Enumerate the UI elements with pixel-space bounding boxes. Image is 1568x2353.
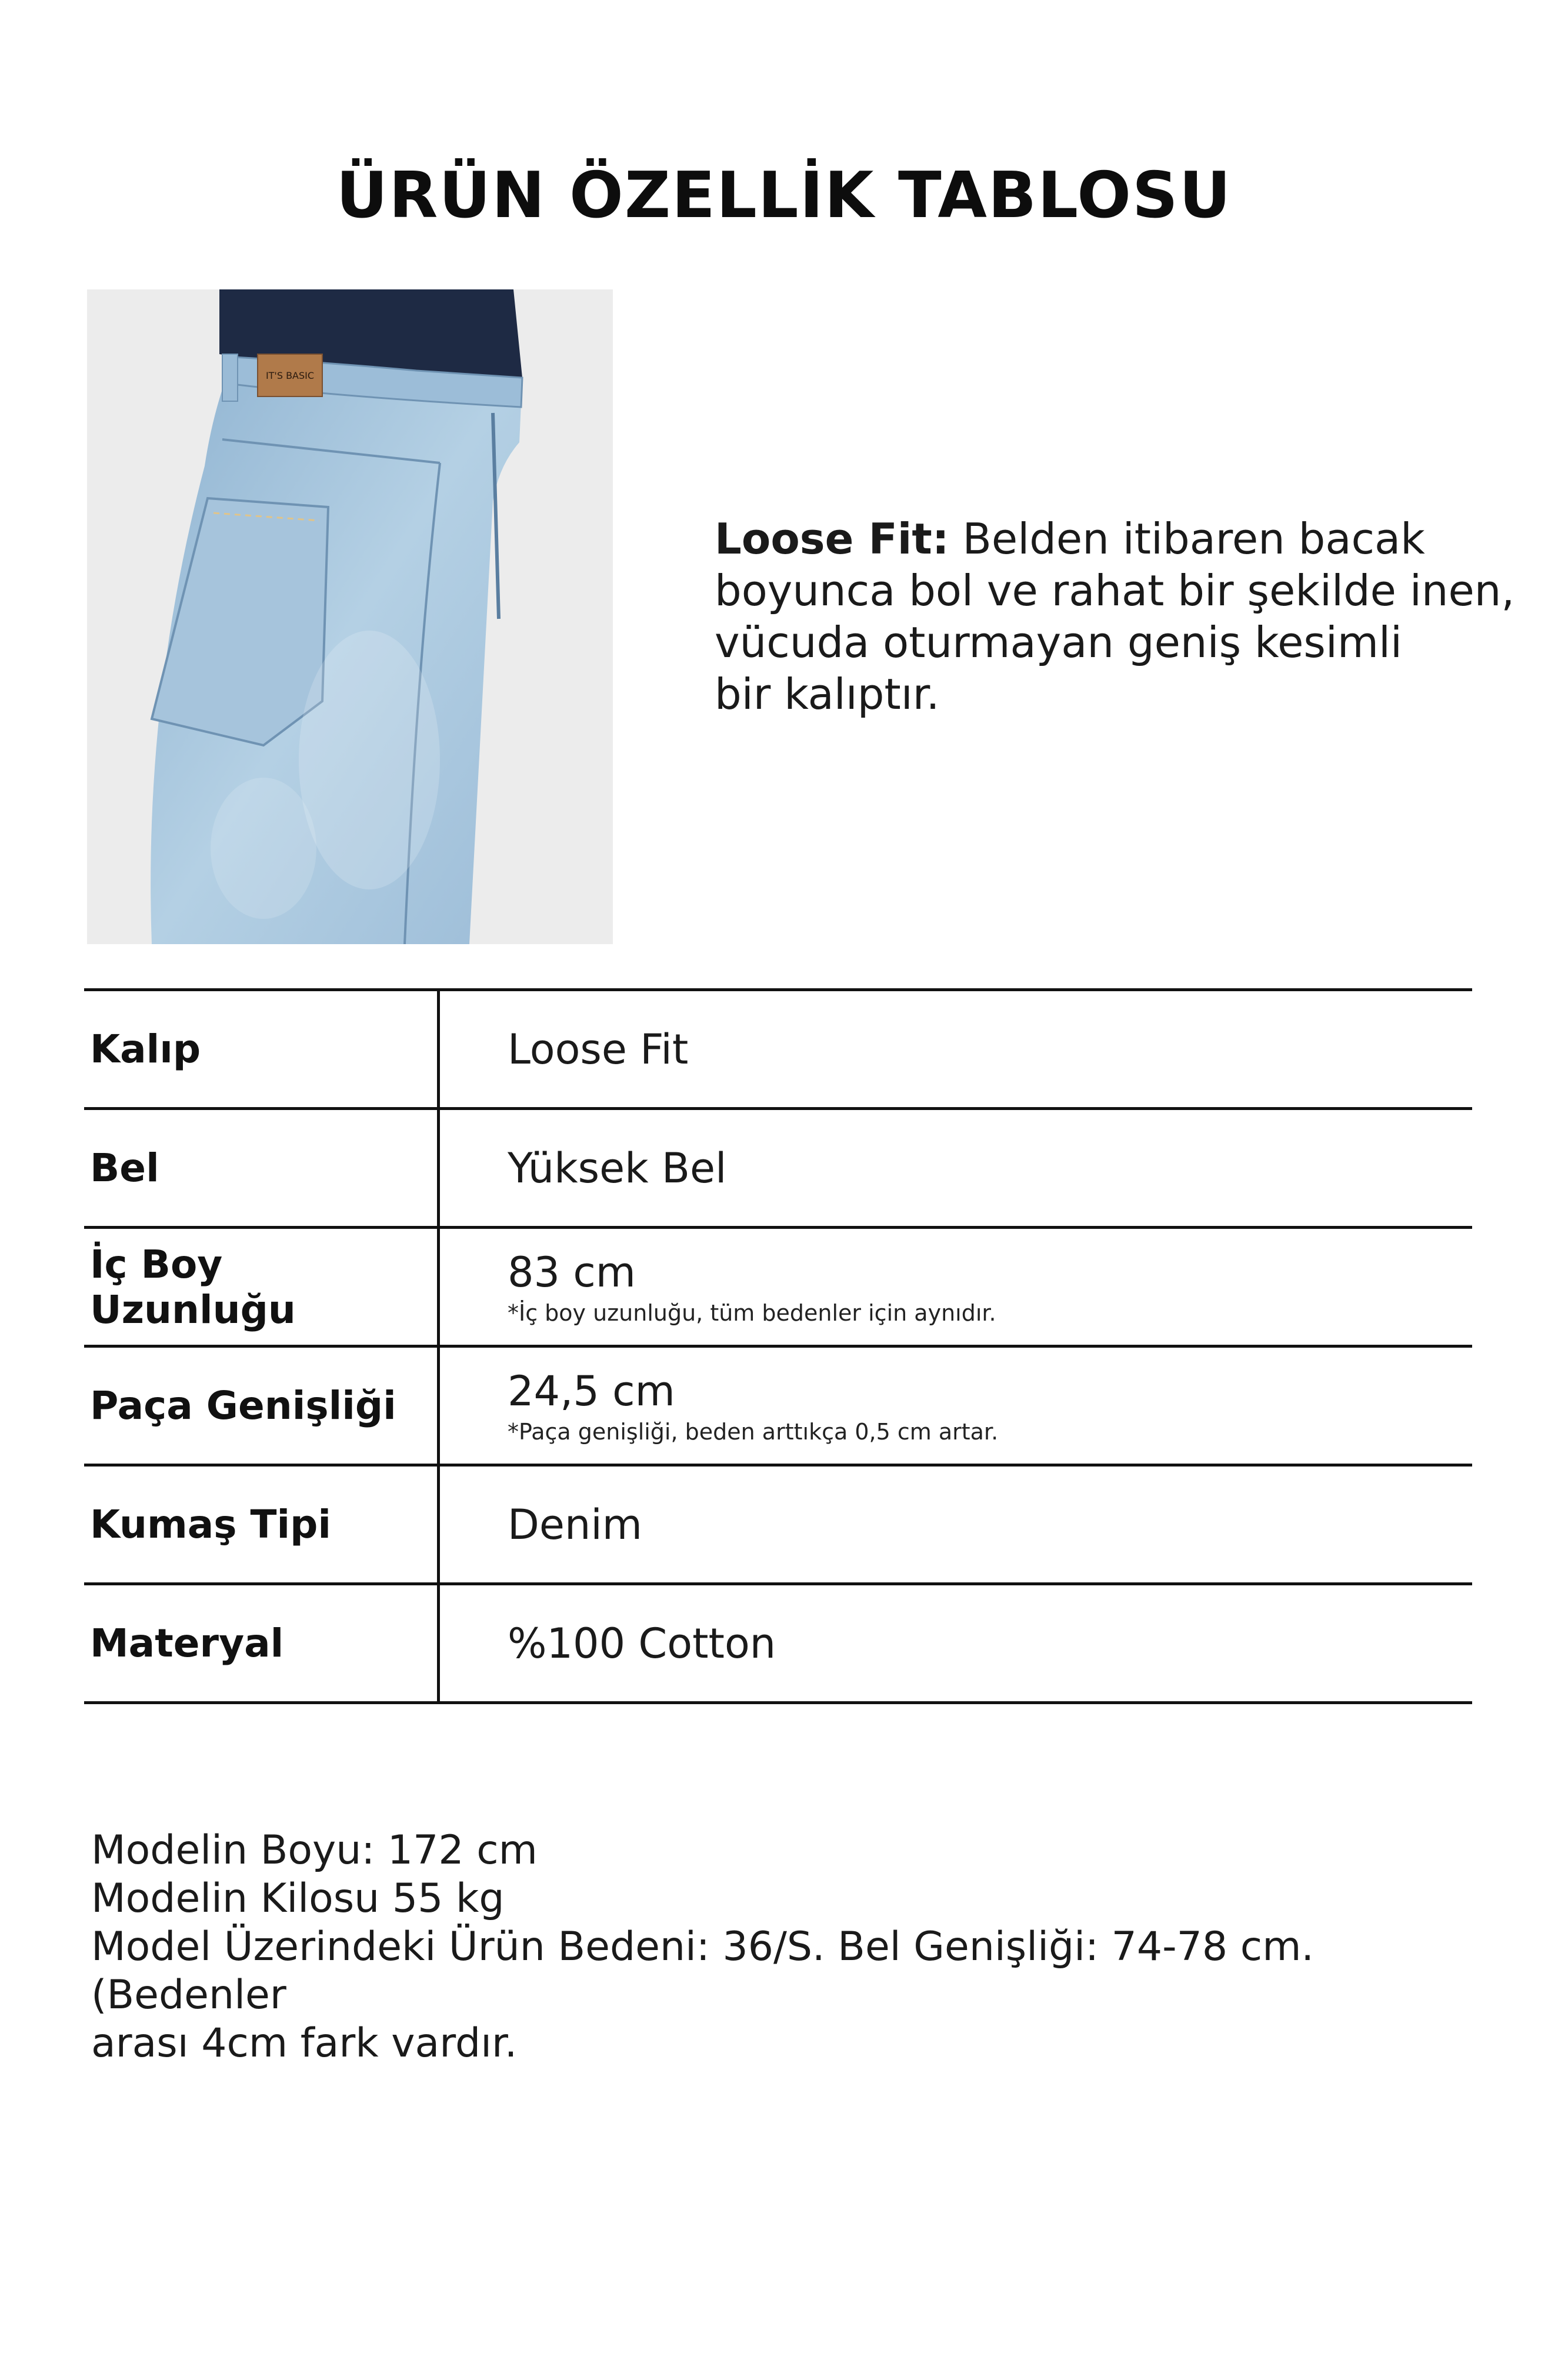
spec-note: *İç boy uzunluğu, tüm bedenler için aynıdır. — [508, 1299, 996, 1326]
model-size: Model Üzerindeki Ürün Bedeni: 36/S. Bel Genişliği: 74-78 cm. (Bedenler — [91, 1924, 1315, 2018]
description-line-1: Loose Fit: Belden itibaren bacak — [715, 514, 1425, 564]
page-title: ÜRÜN ÖZELLİK TABLOSU — [336, 159, 1232, 232]
spec-key: Kumaş Tipi — [84, 1465, 439, 1584]
model-weight: Modelin Kilosu 55 kg — [91, 1875, 505, 1922]
spec-key: Bel — [84, 1109, 439, 1228]
spec-row-ic-boy — [84, 1228, 1472, 1347]
description-line-4: bir kalıptır. — [715, 669, 940, 719]
spec-row-materyal — [84, 1584, 1472, 1703]
product-photo — [87, 289, 613, 944]
description-lead: Loose Fit: — [715, 514, 949, 564]
spec-value: %100 Cotton — [439, 1584, 1473, 1703]
brand-label-text: IT'S BASIC — [265, 370, 315, 381]
spec-key: İç Boy Uzunluğu — [84, 1228, 439, 1347]
spec-key: Paça Genişliği — [84, 1347, 439, 1465]
description-line-2: boyunca bol ve rahat bir şekilde inen, — [715, 566, 1515, 615]
spec-value: Yüksek Bel — [439, 1109, 1473, 1228]
spec-row-paca — [84, 1347, 1472, 1465]
spec-key: Kalıp — [84, 990, 439, 1109]
model-info — [91, 1827, 1479, 2068]
spec-row-bel — [84, 1109, 1472, 1228]
model-size-note: arası 4cm fark vardır. — [91, 2020, 518, 2067]
model-height: Modelin Boyu: 172 cm — [91, 1827, 538, 1874]
spec-row-kalip — [84, 990, 1472, 1109]
jeans-illustration — [87, 289, 613, 944]
spec-value: 24,5 cm *Paça genişliği, beden arttıkça 0,5 cm artar. — [439, 1347, 1473, 1465]
spec-note: *Paça genişliği, beden arttıkça 0,5 cm artar. — [508, 1418, 999, 1445]
spec-row-kumas — [84, 1465, 1472, 1584]
fit-description — [715, 513, 1526, 720]
spec-key: Materyal — [84, 1584, 439, 1703]
spec-table — [84, 988, 1472, 1704]
description-line-3: vücuda oturmayan geniş kesimli — [715, 618, 1403, 667]
spec-value: Loose Fit — [439, 990, 1473, 1109]
spec-value: 83 cm *İç boy uzunluğu, tüm bedenler için aynıdır. — [439, 1228, 1473, 1347]
spec-value: Denim — [439, 1465, 1473, 1584]
